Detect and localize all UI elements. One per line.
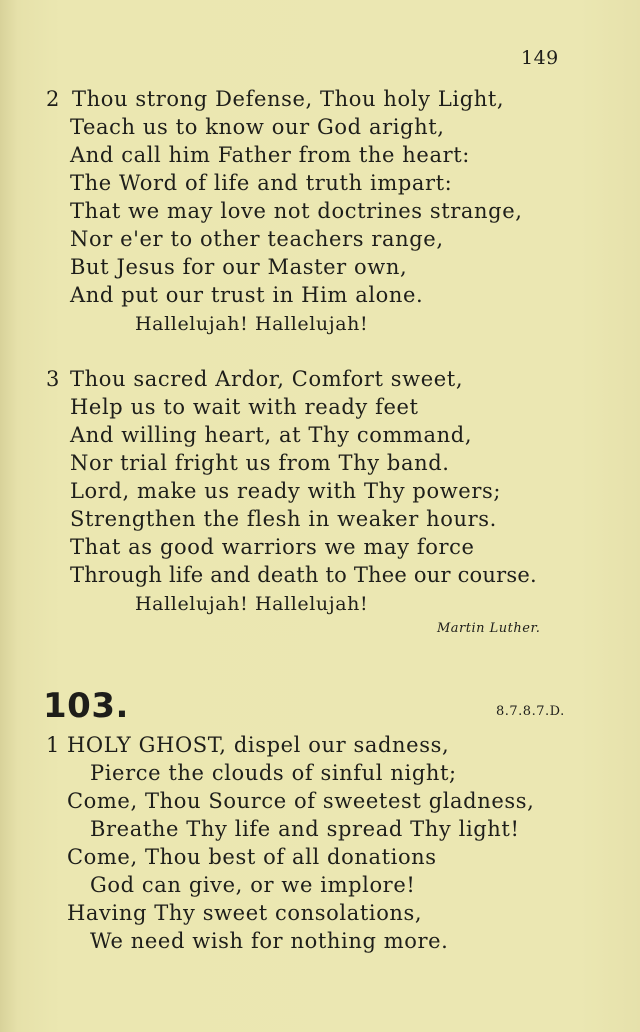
stanza-3-line-7: That as good warriors we may force: [70, 535, 475, 559]
stanza-2-line-2: Teach us to know our God aright,: [70, 115, 445, 139]
stanza-3-line-4: Nor trial fright us from Thy band.: [70, 451, 450, 475]
stanza-3-line-6: Strengthen the flesh in weaker hours.: [70, 507, 497, 531]
stanza-3-line-1: Thou sacred Ardor, Comfort sweet,: [70, 367, 464, 391]
stanza-2-number: 2: [46, 87, 60, 111]
stanza-3-refrain: Hallelujah! Hallelujah!: [135, 593, 369, 615]
stanza-2-line-1: Thou strong Defense, Thou holy Light,: [72, 87, 505, 111]
stanza-2-line-3: And call him Father from the heart:: [70, 143, 470, 167]
stanza-3-line-2: Help us to wait with ready feet: [70, 395, 419, 419]
hymn-number: 103.: [43, 686, 129, 726]
stanza-2-line-6: Nor e'er to other teachers range,: [70, 227, 444, 251]
page-number: 149: [521, 47, 559, 69]
stanza-2-line-8: And put our trust in Him alone.: [70, 283, 424, 307]
attribution-author: Martin Luther.: [437, 621, 541, 636]
hymn-103-line-5: Come, Thou best of all donations: [67, 845, 437, 869]
hymn-103-line-3: Come, Thou Source of sweetest gladness,: [67, 789, 535, 813]
stanza-2-refrain: Hallelujah! Hallelujah!: [135, 313, 369, 335]
stanza-3-number: 3: [46, 367, 60, 391]
hymn-meter: 8.7.8.7.D.: [496, 704, 565, 719]
hymn-103-line-2: Pierce the clouds of sinful night;: [90, 761, 457, 785]
hymn-103-line-7: Having Thy sweet consolations,: [67, 901, 423, 925]
stanza-2-line-5: That we may love not doctrines strange,: [70, 199, 523, 223]
stanza-2-line-7: But Jesus for our Master own,: [70, 255, 408, 279]
hymn-103-line-6: God can give, or we implore!: [90, 873, 416, 897]
hymn-103-line-4: Breathe Thy life and spread Thy light!: [90, 817, 520, 841]
stanza-2-line-4: The Word of life and truth impart:: [70, 171, 453, 195]
stanza-3-line-5: Lord, make us ready with Thy powers;: [70, 479, 502, 503]
stanza-3-line-3: And willing heart, at Thy command,: [70, 423, 473, 447]
hymn-103-stanza-1-number: 1: [46, 733, 60, 757]
hymn-103-line-8: We need wish for nothing more.: [90, 929, 449, 953]
hymn-103-line-1: HOLY GHOST, dispel our sadness,: [67, 733, 450, 757]
stanza-3-line-8: Through life and death to Thee our course.: [70, 563, 537, 587]
